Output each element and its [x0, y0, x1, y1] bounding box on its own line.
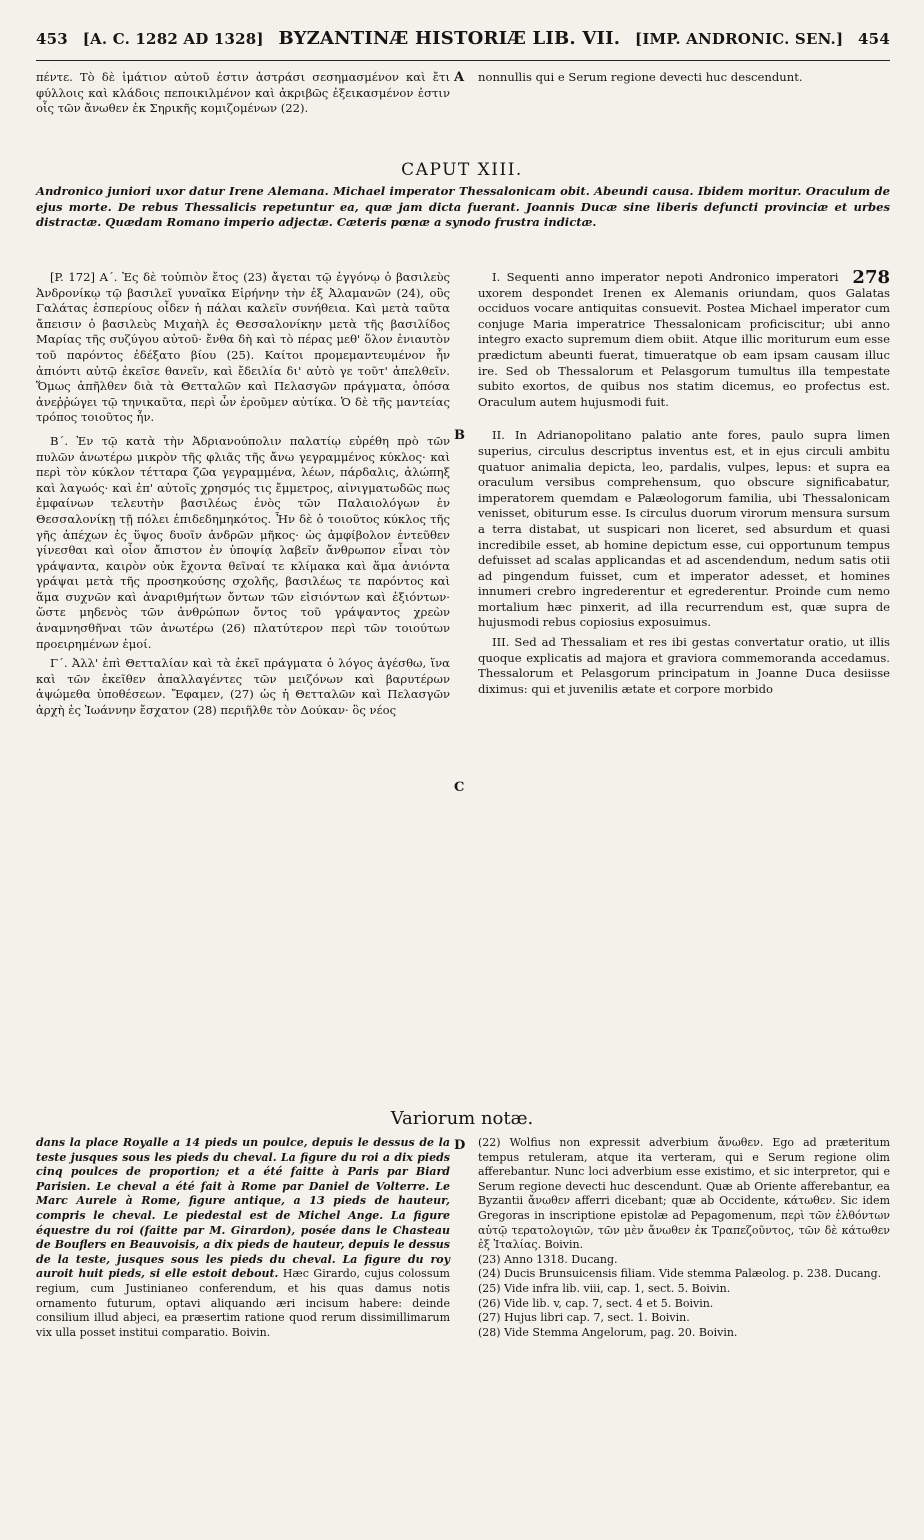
note-left-column: [36, 1136, 450, 1340]
footnote-25: (25) Vide infra lib. viii, cap. 1, sect. 5. Boivin.: [478, 1281, 731, 1295]
footnote-26: (26) Vide lib. v, cap. 7, sect. 4 et 5. Boivin.: [478, 1296, 714, 1310]
date-range: [A. C. 1282 AD 1328]: [82, 30, 264, 48]
greek-paragraph-3: Γ΄. Ἀλλ' ἐπὶ Θετταλίαν καὶ τὰ ἐκεῖ πράγματα ὁ λόγος ἀγέσθω, ἵνα καὶ τῶν ἐκεῖθεν ἀπαλλαγέντες τῶν μειζόνων καὶ βαρυτέρων ἁψώμεθα ὑποθέσεων. Ἔφαμεν, (27) ὡς ἡ Θετταλῶν καὶ Πελασγῶν ἀρχὴ ἐς Ἰωάννην ἔσχατον (28) περιῆλθε τὸν Δούκαν· ὃς νέος: [36, 656, 450, 718]
latin-paragraph-1-text: I. Sequenti anno imperator nepoti Andronico imperatori uxorem despondet Irenen ex Alemanis oriundam, quos Galatas occiduos vocare antiquitas consuevit. Postea Michael imperator cum conjuge Maria imperatrice Thessalonicam proficiscitur; ubi anno integro exacto supremum diem obiit. Atque illic moriturum eum esse prædictum abeunti fuerat, timueratque ob eam ipsam causam illuc ire. Sed ob Thessalorum et Pelasgorum tumultus illa tempestate subito exortos, de quibus nos statim dicemus, eo profectus est. Oraculum autem hujusmodi fuit.: [478, 270, 890, 409]
running-title: BYZANTINÆ HISTORIÆ LIB. VII.: [278, 28, 621, 49]
latin-paragraph-3: III. Sed ad Thessaliam et res ibi gestas convertatur oratio, ut illis quoque explicatis ad majora et graviora commemoranda accedamus. Thessalorum et Pelasgorum principatum in Joanne Duca desiisse diximus: qui et juvenilis ætate et corpore morbido: [478, 635, 890, 696]
footnote-24: (24) Ducis Brunsuicensis filiam. Vide stemma Palæolog. p. 238. Ducang.: [478, 1267, 882, 1281]
footnote-23: (23) Anno 1318. Ducang.: [478, 1252, 618, 1266]
latin-body: [478, 267, 890, 697]
page-number-right: 454: [858, 30, 890, 48]
notes-heading: Variorum notæ.: [390, 1108, 534, 1129]
latin-top-text: nonnullis qui e Serum regione devecti huc descendunt.: [478, 70, 803, 84]
note-latin-text: Hæc Girardo, cujus colossum regium, cum Justinianeo conferendum, et his quas damus notis ornamento futurum, optavi aliquando æri incisum habere: deinde consilium illud abjeci, ea præsertim ratione quod rerum dissimillimarum vix ulla posset institui comparatio.: [36, 1267, 450, 1339]
greek-body: [36, 270, 450, 719]
marginal-page-number: 278: [852, 267, 890, 288]
chapter-summary: Andronico juniori uxor datur Irene Alemana. Michael imperator Thessalonicam obit. Abeundi causa. Ibidem moritur. Oraculum de ejus morte. De rebus Thessalicis repetuntur ea, quæ jam dicta fuerant. Joannis Ducæ sine liberis defuncti provinciæ et urbes distractæ. Quædam Romano imperio adjectæ. Cæteris pœnæ a synodo frustra indictæ.: [36, 184, 890, 230]
note-author: Boivin.: [231, 1325, 271, 1339]
margin-letter-a: A: [454, 70, 465, 85]
emperor-label: [IMP. ANDRONIC. SEN.]: [635, 30, 844, 48]
footnote-27: (27) Hujus libri cap. 7, sect. 1. Boivin.: [478, 1311, 690, 1325]
latin-paragraph-1: [478, 267, 890, 410]
chapter-heading: CAPUT XIII.: [401, 160, 523, 180]
note-french-text: dans la place Royalle a 14 pieds un poulce, depuis le dessus de la teste jusques sous les pieds du cheval. La figure du roi a dix pieds cinq poulces de proportion; et a été faitte à Paris par Biard Parisien. Le cheval a été fait à Rome par Daniel de Volterre. Le Marc Aurele à Rome, figure antique, a 13 pieds de hauteur, compris le cheval. Le piedestal est de Michel Ange. La figure équestre du roi (faitte par M. Girardon), posée dans le Chasteau de Bouflers en Beauvoisis, a dix pieds de hauteur, depuis le dessus de la teste, jusques sous les pieds du cheval. La figure du roy auroit huit pieds, si elle estoit debout.: [36, 1136, 450, 1281]
latin-paragraph-2: II. In Adrianopolitano palatio ante fores, paulo supra limen superius, circulus descriptus inventus est, et in ejus circuli ambitu quatuor animalia depicta, leo, pardalis, vulpes, lepus: et supra ea oraculum versibus comprehensum, quo obscure significabatur, imperatorem quemdam e Palæologorum familia, ubi Thessalonicam venisset, obiturum esse. Is circulus duorum virorum mensura sursum a terra distabat, ut suspicari non liceret, sed absurdum et quasi incredibile esset, ab homine depictum esse, cui opportunum tempus defuisset ad scalas applicandas et ad ascendendum, nedum satis otii ad pingendum fuisset, cum et imperator adesset, et homines innumeri crebro ingrederentur et egrederentur. Proinde cum nemo mortalium hæc pinxerit, ad illa recurrendum est, quæ supra de hujusmodi rebus copiosius exposuimus.: [478, 428, 890, 630]
greek-top-text: πέντε. Τὸ δὲ ἱμάτιον αὐτοῦ ἐστιν ἀστράσι σεσημασμένον καὶ ἔτι φύλλοις καὶ κλάδοις πεποικιλμένον καὶ ἀκριβῶς ἐξεικασμένον ἐστιν οἷς τῶν ἄνωθεν ἐκ Σηρικῆς κομιζομένων (22).: [36, 70, 450, 116]
page-number-left: 453: [36, 30, 68, 48]
greek-paragraph-1: [P. 172] Α΄. Ἐς δὲ τοὐπιὸν ἔτος (23) ἄγεται τῷ ἐγγόνῳ ὁ βασιλεὺς Ἀνδρονίκῳ τῷ βασιλεῖ γυναῖκα Εἰρήνην τὴν ἐξ Ἀλαμανῶν (24), οὓς Γαλάτας ἑσπερίους οἶδεν ἡ πάλαι καλεῖν συνήθεια. Καὶ μετὰ ταῦτα ἄπεισιν ὁ βασιλεὺς Μιχαὴλ ἐς Θεσσαλονίκην μετὰ τῆς βασιλίδος Μαρίας τῆς συζύγου αὐτοῦ· ἔνθα δὴ καὶ τὸ πέρας μεθ' ὅλον ἐνιαυτὸν τοῦ παρόντος ἐδέξατο βίου (25). Καίτοι προμεμαντευμένον ἦν ἀπιόντι αὐτῷ ἐκεῖσε θανεῖν, καὶ ἔδειλία δι' αὐτὸ γε τοῦτ' ἀπελθεῖν. Ὅμως ἀπῆλθεν διὰ τὰ Θετταλῶν καὶ Πελασγῶν πράγματα, ὁπόσα ἀνεῤῥώγει τῷ τηνικαῦτα, περὶ ὧν ἐροῦμεν αὐτίκα. Ὁ δὲ τῆς μαντείας τρόπος τοιοῦτος ἦν.: [36, 270, 450, 425]
greek-paragraph-2: Β΄. Ἐν τῷ κατὰ τὴν Ἀδριανούπολιν παλατίῳ εὑρέθη πρὸ τῶν πυλῶν ἀνωτέρω μικρὸν τῆς φλιᾶς τῆς ἄνω γεγραμμένος κύκλος· καὶ περὶ τὸν κύκλον τέτταρα ζῶα γεγραμμένα, λέων, πάρδαλις, ἀλώπηξ καὶ λαγωός· καὶ ἐπ' αὐτοῖς χρησμός τις ἔμμετρος, αἰνιγματωδῶς πως ἐμφαίνων τελευτὴν βασιλέως ἑνὸς τῶν Παλαιολόγων ἐν Θεσσαλονίκῃ τῇ πόλει ἐπιδεδημηκότος. Ἦν δὲ ὁ τοιοῦτος κύκλος τῆς γῆς ἀπέχων ἐς ὕψος δυοῖν ἀνδρῶν μῆκος· ὡς ἀμφίβολον ἐντεῦθεν γίνεσθαι καὶ οἷον ἄπιστον ἐν ὑποψίᾳ λαβεῖν ἄνθρωπον εἶναι τὸν γράψαντα, καιρὸν οὐκ ἔχοντα θεῖναί τε κλίμακα καὶ ἅμα ἀνιόντα γράψαι μετὰ τῆς προσηκούσης σχολῆς, βασιλέως τε παρόντος καὶ ἅμα συχνῶν καὶ ἀναριθμήτων ὄντων τῶν εἰσιόντων καὶ ἐξιόντων· ὥστε μηδενὸς τῶν ἀνθρώπων ὄντος τοῦ γράψαντος χρεὼν ἀναμνησθῆναι τῶν ἀνωτέρω (26) πλατύτερον περὶ τῶν τοιούτων προειρημένων ἐμοί.: [36, 433, 450, 651]
margin-letter-c: C: [454, 780, 465, 795]
margin-letter-b: B: [454, 428, 465, 443]
footnotes-right-column: [478, 1136, 890, 1340]
footnote-28: (28) Vide Stemma Angelorum, pag. 20. Boivin.: [478, 1325, 738, 1339]
footnote-22: (22) Wolfius non expressit adverbium ἄνωθεν. Ego ad præteritum tempus retuleram, atque ita verteram, qui e Serum regione olim afferebantur. Nunc loci adverbium esse existimo, et sic interpretor, qui e Serum regione devecti huc descendunt. Quæ ab Oriente afferebantur, ea Byzantii ἄνωθεν afferri dicebant; quæ ab Occidente, κάτωθεν. Sic idem Gregoras in inscriptione epistolæ ad Pepagomenum, περὶ τῶν ἐλθόντων αὐτῷ τερατολογιῶν, τῶν μὲν ἄνωθεν ἐκ Τραπεζοῦντος, τῶν δὲ κάτωθεν ἐξ Ἰταλίας. Boivin.: [478, 1136, 890, 1252]
running-header: [36, 28, 890, 61]
margin-letter-d: D: [454, 1138, 466, 1153]
